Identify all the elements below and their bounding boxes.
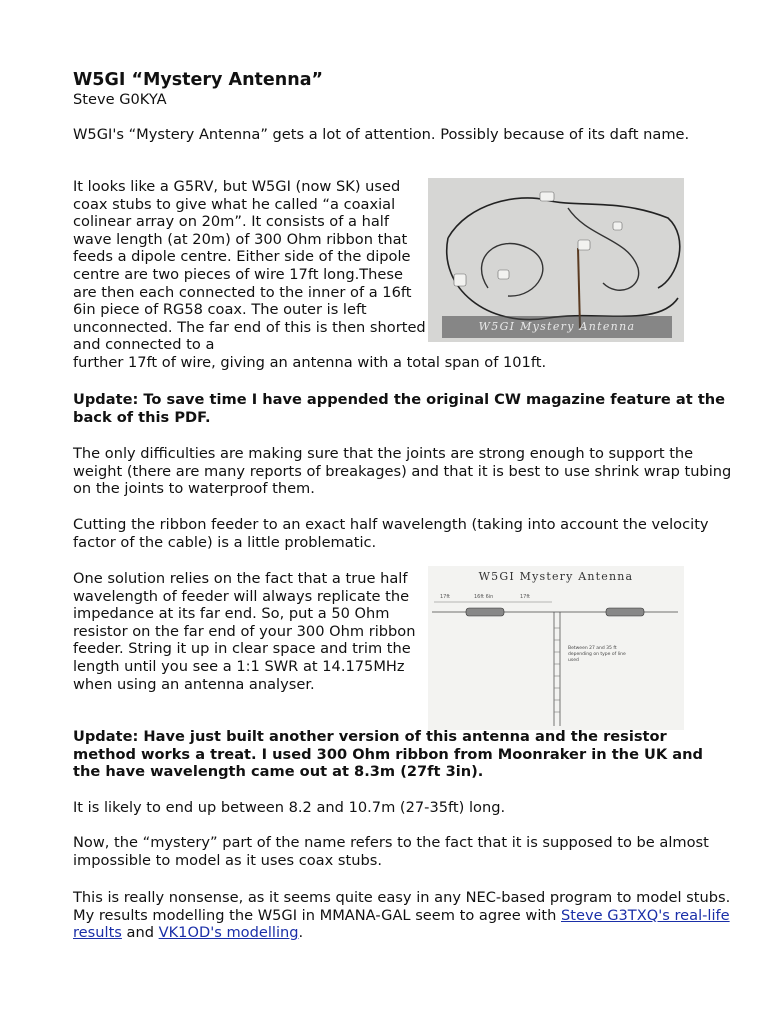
ribbon-feeder-paragraph: Cutting the ribbon feeder to an exact half wavelength (taking into account the velocity factor of the cable) is a little problematic.	[73, 516, 709, 551]
modelling-paragraph	[73, 889, 733, 942]
photo-caption: W5GI Mystery Antenna	[442, 316, 672, 338]
update-note-pdf: Update: To save time I have appended the original CW magazine feature at the back of this PDF.	[73, 391, 726, 426]
mystery-name-paragraph: Now, the “mystery” part of the name refers to the fact that it is supposed to be almost impossible to model as it uses coax stubs.	[73, 834, 709, 869]
dimension-label-wire-outer: 17ft	[440, 594, 450, 600]
dimension-label-coax: 16ft 6in	[474, 594, 494, 600]
modelling-text-and: and	[121, 924, 159, 942]
description-paragraph-end: further 17ft of wire, giving an antenna with a total span of 101ft.	[73, 354, 547, 371]
diagram-feeder-note: Between 27 and 35 ft depending on type of line used	[568, 646, 626, 663]
document-title: W5GI “Mystery Antenna”	[73, 70, 324, 90]
intro-paragraph: W5GI's “Mystery Antenna” gets a lot of attention. Possibly because of its daft name.	[73, 126, 690, 143]
update-note-moonraker: Update: Have just built another version of this antenna and the resistor method works a treat. I used 300 Ohm ribbon from Moonraker in the UK and the have wavelength came out at 8.3m (27ft 3in).	[73, 728, 703, 781]
diagram-drawing	[428, 566, 684, 730]
author-line: Steve G0KYA	[73, 91, 167, 108]
link-g3txq-results[interactable]: Steve G3TXQ's real-life results	[73, 906, 730, 942]
antenna-diagram	[428, 566, 684, 730]
difficulties-paragraph: The only difficulties are making sure that the joints are strong enough to support the weight (there are many reports of breakages) and that it is best to use shrink wrap tubing on the joints to waterproof them.	[73, 445, 732, 498]
resistor-method-paragraph: One solution relies on the fact that a true half wavelength of feeder will always replicate the impedance at its far end. So, put a 50 Ohm resistor on the far end of your 300 Ohm ribbon feeder. String it up in clear space and trim the length until you see a 1:1 SWR at 14.175MHz when using an antenna analyser.	[73, 570, 416, 693]
modelling-text-start: This is really nonsense, as it seems quite easy in any NEC-based program to model stubs. My results modelling the W5GI in MMANA-GAL seem to agree with	[73, 889, 731, 924]
dimension-label-wire-inner: 17ft	[520, 594, 530, 600]
link-vk1od-modelling[interactable]: VK1OD's modelling	[158, 924, 299, 942]
length-range-paragraph: It is likely to end up between 8.2 and 10.7m (27-35ft) long.	[73, 799, 506, 816]
antenna-photo	[428, 178, 684, 342]
description-paragraph: It looks like a G5RV, but W5GI (now SK) used coax stubs to give what he called “a coaxial colinear array on 20m”. It consists of a half wave length (at 20m) of 300 Ohm ribbon that feeds a dipole centre. Either side of the dipole centre are two pieces of wire 17ft long.These are then each connected to the inner of a 16ft 6in piece of RG58 coax. The outer is left unconnected. The far end of this is then shorted and connected to a	[73, 178, 426, 354]
modelling-text-end: .	[298, 924, 304, 942]
diagram-title: W5GI Mystery Antenna	[478, 570, 634, 583]
